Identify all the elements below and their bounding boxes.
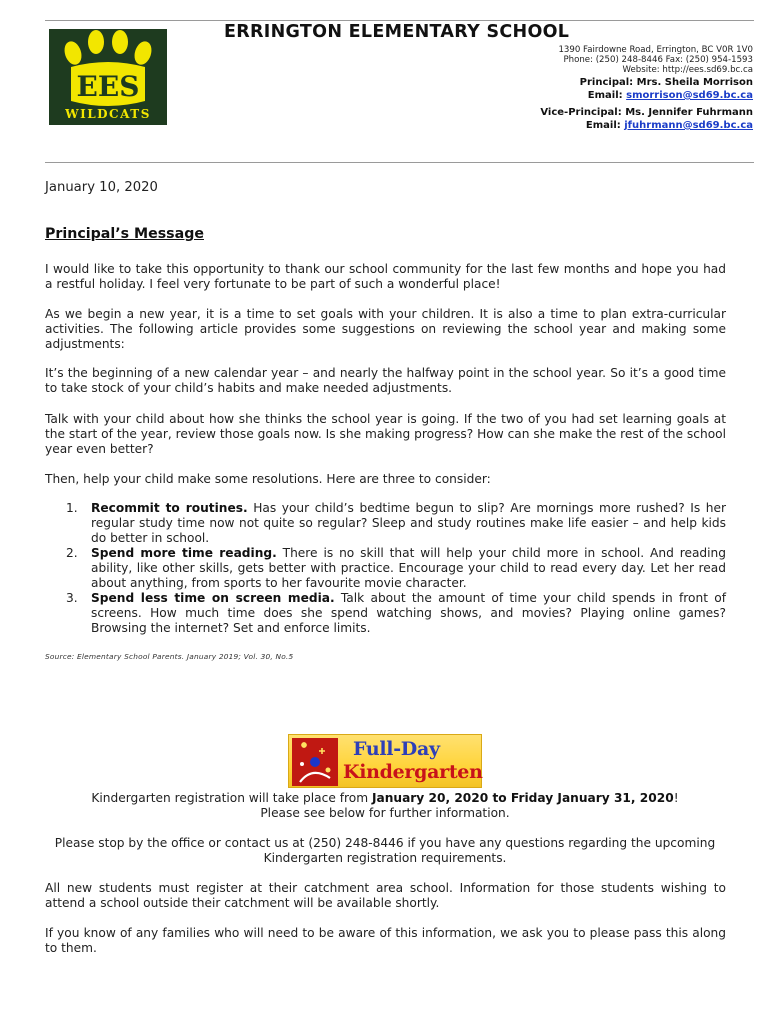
article-source: Source: Elementary School Parents. January 2019; Vol. 30, No.5: [45, 652, 294, 661]
paragraph-resolutions: Then, help your child make some resolutions. Here are three to consider:: [45, 472, 491, 486]
principal-email-line: [588, 89, 753, 102]
paragraph-goals: As we begin a new year, it is a time to set goals with your children. It is also a time to plan extra-curricular activities. The following article provides some suggestions on reviewing the school year and making some adjustments:: [45, 307, 726, 351]
catchment-notice: All new students must register at their catchment area school. Information for those students wishing to attend a school outside their catchment will be available shortly.: [45, 881, 726, 910]
list-item: [66, 501, 726, 546]
list-item-number: 1.: [66, 501, 78, 515]
principal-name: Mrs. Sheila Morrison: [636, 77, 753, 88]
list-item-number: 3.: [66, 591, 78, 605]
banner-full-day: Full-Day: [353, 738, 440, 760]
paragraph-talk: Talk with your child about how she thinks the school year is going. If the two of you had set learning goals at the start of the year, review those goals now. Is she making progress? How can she make the rest of the school year even better?: [45, 412, 726, 456]
paragraph-new-year: It’s the beginning of a new calendar year – and nearly the halfway point in the school year. So it’s a good time to take stock of your child’s habits and make needed adjustments.: [45, 366, 726, 395]
school-name: ERRINGTON ELEMENTARY SCHOOL: [224, 22, 570, 42]
list-item-number: 2.: [66, 546, 78, 560]
list-item: [66, 591, 726, 636]
registration-notice: [40, 791, 730, 821]
list-item-title: Spend more time reading.: [91, 546, 277, 560]
list-item-title: Spend less time on screen media.: [91, 591, 335, 605]
vice-principal-email-link[interactable]: jfuhrmann@sd69.bc.ca: [624, 120, 753, 131]
paragraph-thanks: I would like to take this opportunity to thank our school community for the last few months and hope you had a restful holiday. I feel very fortunate to be part of such a wonderful place!: [45, 262, 726, 291]
vice-principal-name: Ms. Jennifer Fuhrmann: [625, 107, 753, 118]
vice-principal-email-label: Email:: [585, 120, 621, 131]
resolutions-list: [66, 501, 726, 636]
principal-label: Principal:: [579, 77, 634, 88]
list-item-text: Talk about the amount of time your child spends in front of screens. How much time does she spend watching shows, and movies? Playing online games? Browsing the internet? Set and enforce limits.: [91, 591, 726, 635]
kindergarten-art-icon: [292, 738, 338, 786]
principal-email-label: Email:: [587, 90, 623, 101]
contact-notice: Please stop by the office or contact us at (250) 248-8446 if you have any questions regarding the upcoming Kindergarten registration requirements.: [54, 836, 716, 865]
families-notice: If you know of any families who will need to be aware of this information, we ask you to please pass this along to them.: [45, 926, 726, 955]
registration-suffix: !: [673, 791, 679, 805]
registration-prefix: Kindergarten registration will take place from: [91, 791, 372, 805]
logo-initials: EES: [76, 70, 140, 103]
principal-line: [580, 76, 753, 89]
list-item: [66, 546, 726, 591]
kindergarten-banner: [288, 734, 482, 788]
header-bottom-rule: [45, 162, 754, 163]
school-phone-fax: Phone: (250) 248-8446 Fax: (250) 954-1593: [563, 55, 753, 65]
principal-email-link[interactable]: smorrison@sd69.bc.ca: [626, 90, 753, 101]
letter-date: January 10, 2020: [45, 180, 158, 195]
list-item-title: Recommit to routines.: [91, 501, 248, 515]
registration-see-below: Please see below for further information.: [260, 806, 510, 820]
registration-dates: January 20, 2020 to Friday January 31, 2020: [371, 791, 674, 805]
banner-kindergarten: Kindergarten: [343, 761, 483, 783]
vice-principal-label: Vice-Principal:: [540, 107, 622, 118]
letter-heading: Principal’s Message: [45, 226, 204, 242]
list-item-text: Has your child’s bedtime begun to slip? Are mornings more rushed? Is her regular study time now not quite so regular? Sleep and study routines make life easier – and help kids do better in school.: [91, 501, 726, 545]
wildcat-paw-logo-icon: [49, 29, 167, 125]
school-address: 1390 Fairdowne Road, Errington, BC V0R 1V0: [558, 45, 753, 55]
list-item-text: There is no skill that will help your child more in school. And reading ability, like other skills, gets better with practice. Encourage your child to read every day. Let her read about anything, from sports to her favourite movie character.: [91, 546, 726, 590]
school-website: Website: http://ees.sd69.bc.ca: [622, 65, 753, 75]
header-top-rule: [45, 20, 754, 21]
vice-principal-email-line: [586, 119, 753, 132]
school-logo: [49, 29, 167, 125]
logo-caption: WILDCATS: [65, 107, 151, 121]
vice-principal-line: [540, 106, 753, 119]
